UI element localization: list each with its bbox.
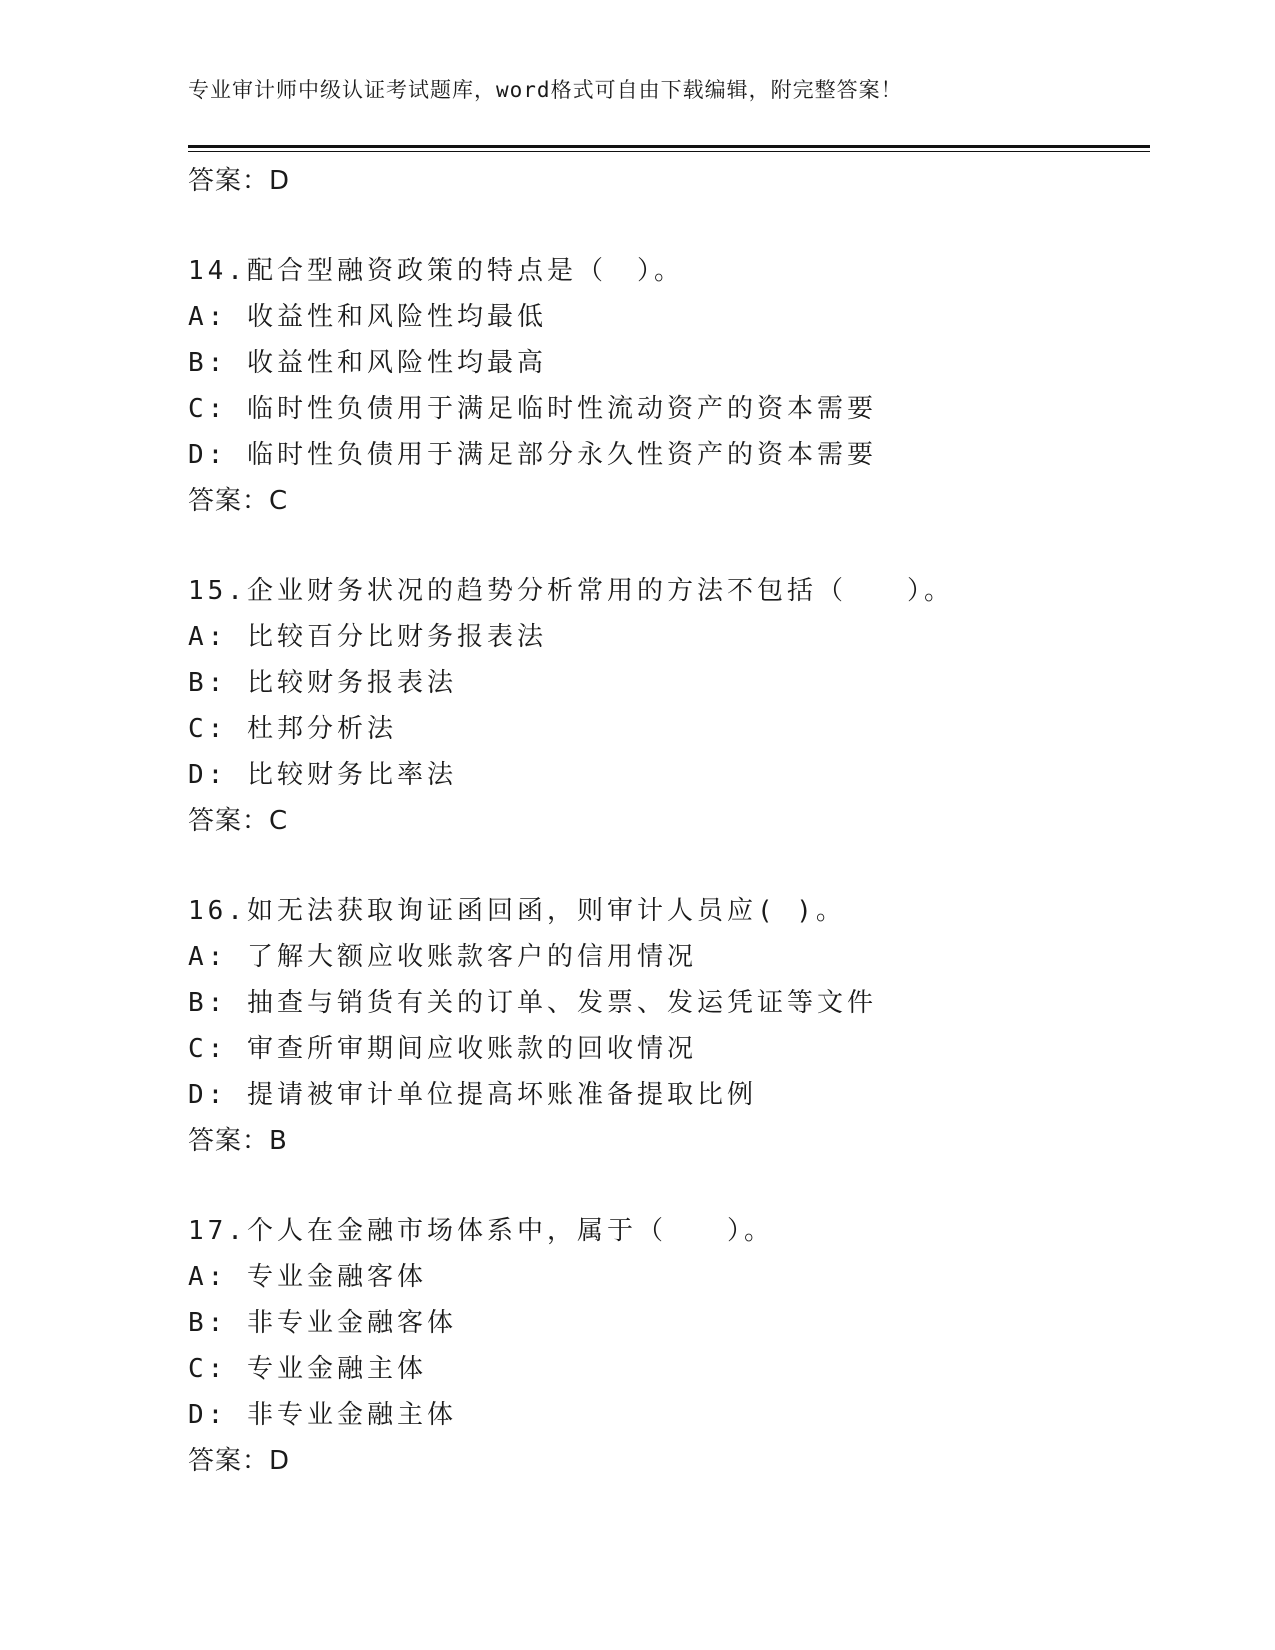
question-text: 14.配合型融资政策的特点是（ ）。 — [188, 256, 684, 286]
answer-line: 答案：D — [188, 166, 291, 196]
option-a: A: 比较百分比财务报表法 — [188, 622, 547, 652]
answer-line: 答案：D — [188, 1446, 291, 1476]
option-a: A: 专业金融客体 — [188, 1262, 427, 1292]
option-c: C: 临时性负债用于满足临时性流动资产的资本需要 — [188, 394, 877, 424]
header-rule-thick — [188, 145, 1150, 148]
spacer — [188, 1164, 1150, 1208]
question-text: 17.个人在金融市场体系中，属于（ ）。 — [188, 1216, 774, 1246]
option-c: C: 审查所审期间应收账款的回收情况 — [188, 1034, 697, 1064]
option-c: C: 专业金融主体 — [188, 1354, 427, 1384]
option-d: D: 临时性负债用于满足部分永久性资产的资本需要 — [188, 440, 877, 470]
question-text: 16.如无法获取询证函回函，则审计人员应( )。 — [188, 896, 846, 926]
option-b: B: 非专业金融客体 — [188, 1308, 457, 1338]
question-block — [188, 568, 1150, 844]
question-text: 15.企业财务状况的趋势分析常用的方法不包括（ ）。 — [188, 576, 954, 606]
option-b: B: 比较财务报表法 — [188, 668, 457, 698]
option-b: B: 抽查与销货有关的订单、发票、发运凭证等文件 — [188, 988, 877, 1018]
answer-line: 答案：C — [188, 486, 289, 516]
option-a: A: 了解大额应收账款客户的信用情况 — [188, 942, 697, 972]
spacer — [188, 844, 1150, 888]
option-d: D: 比较财务比率法 — [188, 760, 457, 790]
option-a: A: 收益性和风险性均最低 — [188, 302, 547, 332]
spacer — [188, 204, 1150, 248]
answer-line: 答案：B — [188, 1126, 288, 1156]
question-block — [188, 888, 1150, 1164]
option-c: C: 杜邦分析法 — [188, 714, 397, 744]
option-b: B: 收益性和风险性均最高 — [188, 348, 547, 378]
question-block — [188, 1208, 1150, 1484]
spacer — [188, 524, 1150, 568]
header-rule-thin — [188, 151, 1150, 152]
question-block — [188, 248, 1150, 524]
answer-line: 答案：C — [188, 806, 289, 836]
question-list — [188, 158, 1150, 1484]
option-d: D: 非专业金融主体 — [188, 1400, 457, 1430]
page-header: 专业审计师中级认证考试题库，word格式可自由下载编辑，附完整答案！ — [188, 78, 903, 102]
option-d: D: 提请被审计单位提高坏账准备提取比例 — [188, 1080, 757, 1110]
